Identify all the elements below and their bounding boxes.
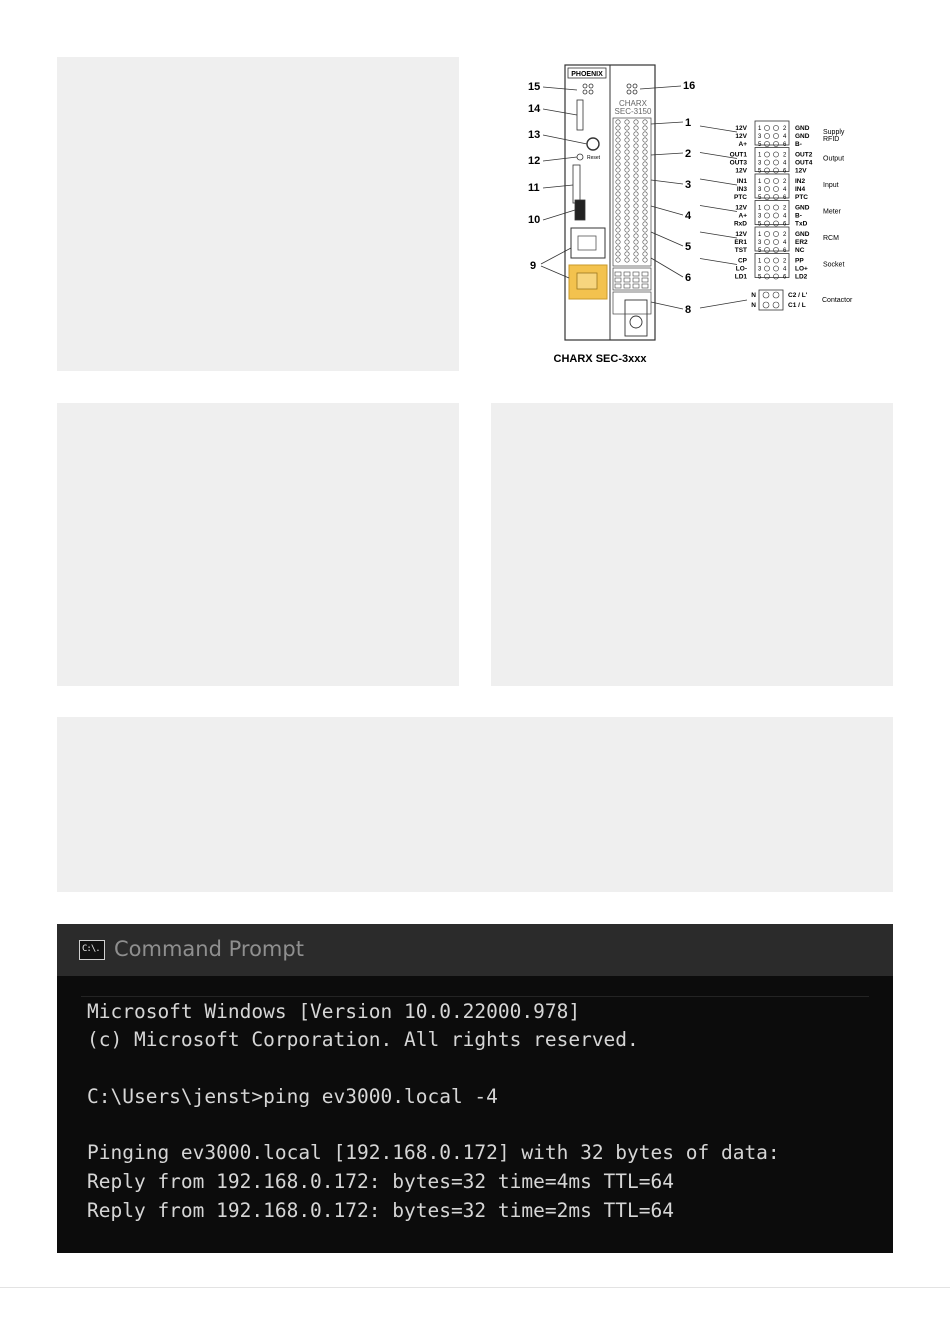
pin-number: 5 — [758, 274, 762, 281]
pin-label-left: N — [751, 302, 756, 309]
pin-number: 2 — [783, 205, 787, 212]
callout-2: 2 — [685, 148, 692, 160]
pin-label-right: LO+ — [795, 265, 808, 273]
pin-label-right: C1 / L — [788, 302, 806, 309]
console-line: Reply from 192.168.0.172: bytes=32 time=2ms TTL=64 — [87, 1199, 674, 1222]
pin-group-name: Contactor — [822, 297, 853, 304]
callout-1: 1 — [685, 117, 692, 129]
callout-4: 4 — [685, 210, 692, 222]
callout-14: 14 — [528, 103, 541, 115]
pin-number: 3 — [758, 160, 762, 167]
pin-label-left: PTC — [734, 194, 747, 201]
figure-caption: CHARX SEC-3xxx — [553, 353, 647, 365]
window-titlebar — [57, 924, 893, 976]
content-placeholder-panel — [57, 403, 459, 686]
console-line: Pinging ev3000.local [192.168.0.172] with 32 bytes of data: — [87, 1141, 780, 1164]
command-prompt-window — [57, 924, 893, 1253]
pin-number: 4 — [783, 266, 787, 273]
pin-label-left: OUT3 — [729, 159, 747, 167]
pin-number: 6 — [783, 221, 787, 228]
page-footer-rule — [0, 1287, 950, 1288]
pin-group-name: RFID — [823, 136, 840, 143]
callout-11: 11 — [528, 182, 540, 194]
pin-number: 1 — [758, 232, 762, 238]
pin-group — [700, 227, 839, 254]
pin-number: 3 — [758, 187, 762, 193]
pin-number: 6 — [783, 142, 787, 148]
pin-label-left: OUT1 — [729, 151, 747, 159]
pin-label-right: B- — [795, 212, 802, 220]
pin-label-right: TxD — [795, 220, 808, 228]
pin-number: 1 — [758, 179, 762, 185]
pin-number: 5 — [758, 195, 762, 201]
pin-group-name: Input — [823, 182, 839, 189]
callout-12: 12 — [528, 155, 541, 167]
pin-number: 3 — [758, 213, 762, 220]
pin-label-right: PTC — [795, 194, 808, 201]
callout-9: 9 — [530, 260, 537, 272]
right-callouts — [683, 80, 695, 316]
callout-15: 15 — [528, 81, 541, 93]
pin-label-right: GND — [795, 231, 810, 238]
pin-label-left: LO- — [735, 265, 747, 273]
pin-label-left: ER1 — [734, 239, 747, 246]
pin-group — [700, 148, 844, 175]
content-placeholder-panel — [57, 717, 893, 892]
content-placeholder-panel — [491, 403, 893, 686]
pin-label-left: TST — [734, 247, 747, 254]
pin-label-left: 12V — [735, 125, 747, 132]
pin-group — [700, 254, 844, 281]
pin-label-left: LD1 — [734, 273, 747, 281]
usb-port — [575, 200, 585, 220]
console-line: Reply from 192.168.0.172: bytes=32 time=4ms TTL=64 — [87, 1170, 674, 1193]
pin-number: 2 — [783, 152, 787, 159]
window-title: Command Prompt — [114, 937, 304, 961]
callout-5: 5 — [685, 241, 692, 253]
callout-13: 13 — [528, 129, 541, 141]
pin-number: 5 — [758, 168, 762, 175]
reset-label: Reset — [587, 155, 601, 161]
pin-label-left: 12V — [735, 133, 747, 140]
pin-assignment-tables — [700, 121, 853, 310]
pin-label-right: GND — [795, 125, 810, 132]
cmd-window-icon: C:\. — [79, 940, 105, 960]
pin-group — [700, 174, 839, 201]
pin-label-left: A+ — [738, 141, 747, 148]
callout-3: 3 — [685, 179, 692, 191]
pin-label-right: IN4 — [795, 186, 806, 193]
pin-number: 2 — [783, 258, 787, 265]
contactor-group — [700, 290, 853, 310]
pin-group — [700, 201, 842, 228]
pin-label-right: C2 / L' — [788, 292, 808, 299]
pin-label-right: GND — [795, 204, 810, 212]
callout-6: 6 — [685, 272, 692, 284]
pin-label-right: OUT4 — [795, 159, 813, 167]
pin-label-right: B- — [795, 141, 802, 148]
reset-button — [577, 154, 583, 160]
pin-number: 4 — [783, 187, 787, 193]
device-label-line2: SEC-3150 — [614, 107, 652, 116]
pin-group — [700, 121, 845, 148]
console-line: Microsoft Windows [Version 10.0.22000.978] — [87, 1000, 581, 1023]
pin-label-right: LD2 — [795, 273, 808, 281]
console-line: C:\Users\jenst>ping ev3000.local -4 — [87, 1085, 498, 1108]
pin-label-right: PP — [795, 257, 804, 265]
pin-number: 2 — [783, 126, 787, 132]
sd-slot — [577, 100, 583, 130]
pin-number: 1 — [758, 258, 762, 265]
content-placeholder-panel — [57, 57, 459, 371]
pin-number: 4 — [783, 134, 787, 140]
pin-label-left: 12V — [735, 167, 747, 175]
pin-number: 5 — [758, 142, 762, 148]
pin-number: 6 — [783, 274, 787, 281]
pin-number: 3 — [758, 134, 762, 140]
pin-label-left: N — [751, 292, 756, 299]
pin-label-left: A+ — [738, 212, 747, 220]
callout-10: 10 — [528, 214, 541, 226]
din-clip — [625, 300, 647, 336]
antenna-connector — [587, 138, 599, 150]
pin-label-right: GND — [795, 133, 810, 140]
callout-16: 16 — [683, 80, 696, 92]
pin-number: 3 — [758, 240, 762, 246]
pin-group-name: Output — [823, 155, 845, 163]
pin-number: 4 — [783, 160, 787, 167]
pin-label-left: IN3 — [736, 186, 747, 193]
callout-8: 8 — [685, 304, 692, 316]
pin-number: 4 — [783, 240, 787, 246]
pin-label-left: CP — [737, 257, 747, 265]
card-slot — [573, 165, 580, 203]
pin-number: 6 — [783, 168, 787, 175]
pin-group-name: Supply — [823, 129, 845, 136]
pin-number: 5 — [758, 221, 762, 228]
pin-label-right: 12V — [795, 167, 807, 175]
charx-device-diagram — [515, 60, 875, 370]
console-line: (c) Microsoft Corporation. All rights reserved. — [87, 1028, 639, 1051]
pin-number: 1 — [758, 205, 762, 212]
pin-number: 1 — [758, 126, 762, 132]
pin-label-right: IN2 — [795, 178, 806, 185]
pin-number: 6 — [783, 195, 787, 201]
left-callouts — [528, 81, 541, 272]
pin-number: 4 — [783, 213, 787, 220]
pin-group-name: Socket — [823, 261, 845, 269]
pin-label-left: RxD — [733, 220, 747, 228]
pin-group-name: Meter — [823, 208, 841, 216]
pin-number: 5 — [758, 248, 762, 254]
pin-label-right: NC — [795, 247, 805, 254]
device-brand: PHOENIX — [571, 71, 603, 78]
pin-label-left: 12V — [735, 231, 747, 238]
pin-number: 2 — [783, 232, 787, 238]
console-output — [81, 996, 869, 1232]
pin-label-left: IN1 — [736, 178, 747, 185]
pin-group-name: RCM — [823, 235, 839, 242]
pin-number: 3 — [758, 266, 762, 273]
pin-label-right: ER2 — [795, 239, 808, 246]
pin-number: 6 — [783, 248, 787, 254]
pin-number: 1 — [758, 152, 762, 159]
device-label-line1: CHARX — [618, 99, 648, 108]
pin-number: 2 — [783, 179, 787, 185]
pin-label-right: OUT2 — [795, 151, 813, 159]
pin-label-left: 12V — [735, 204, 747, 212]
